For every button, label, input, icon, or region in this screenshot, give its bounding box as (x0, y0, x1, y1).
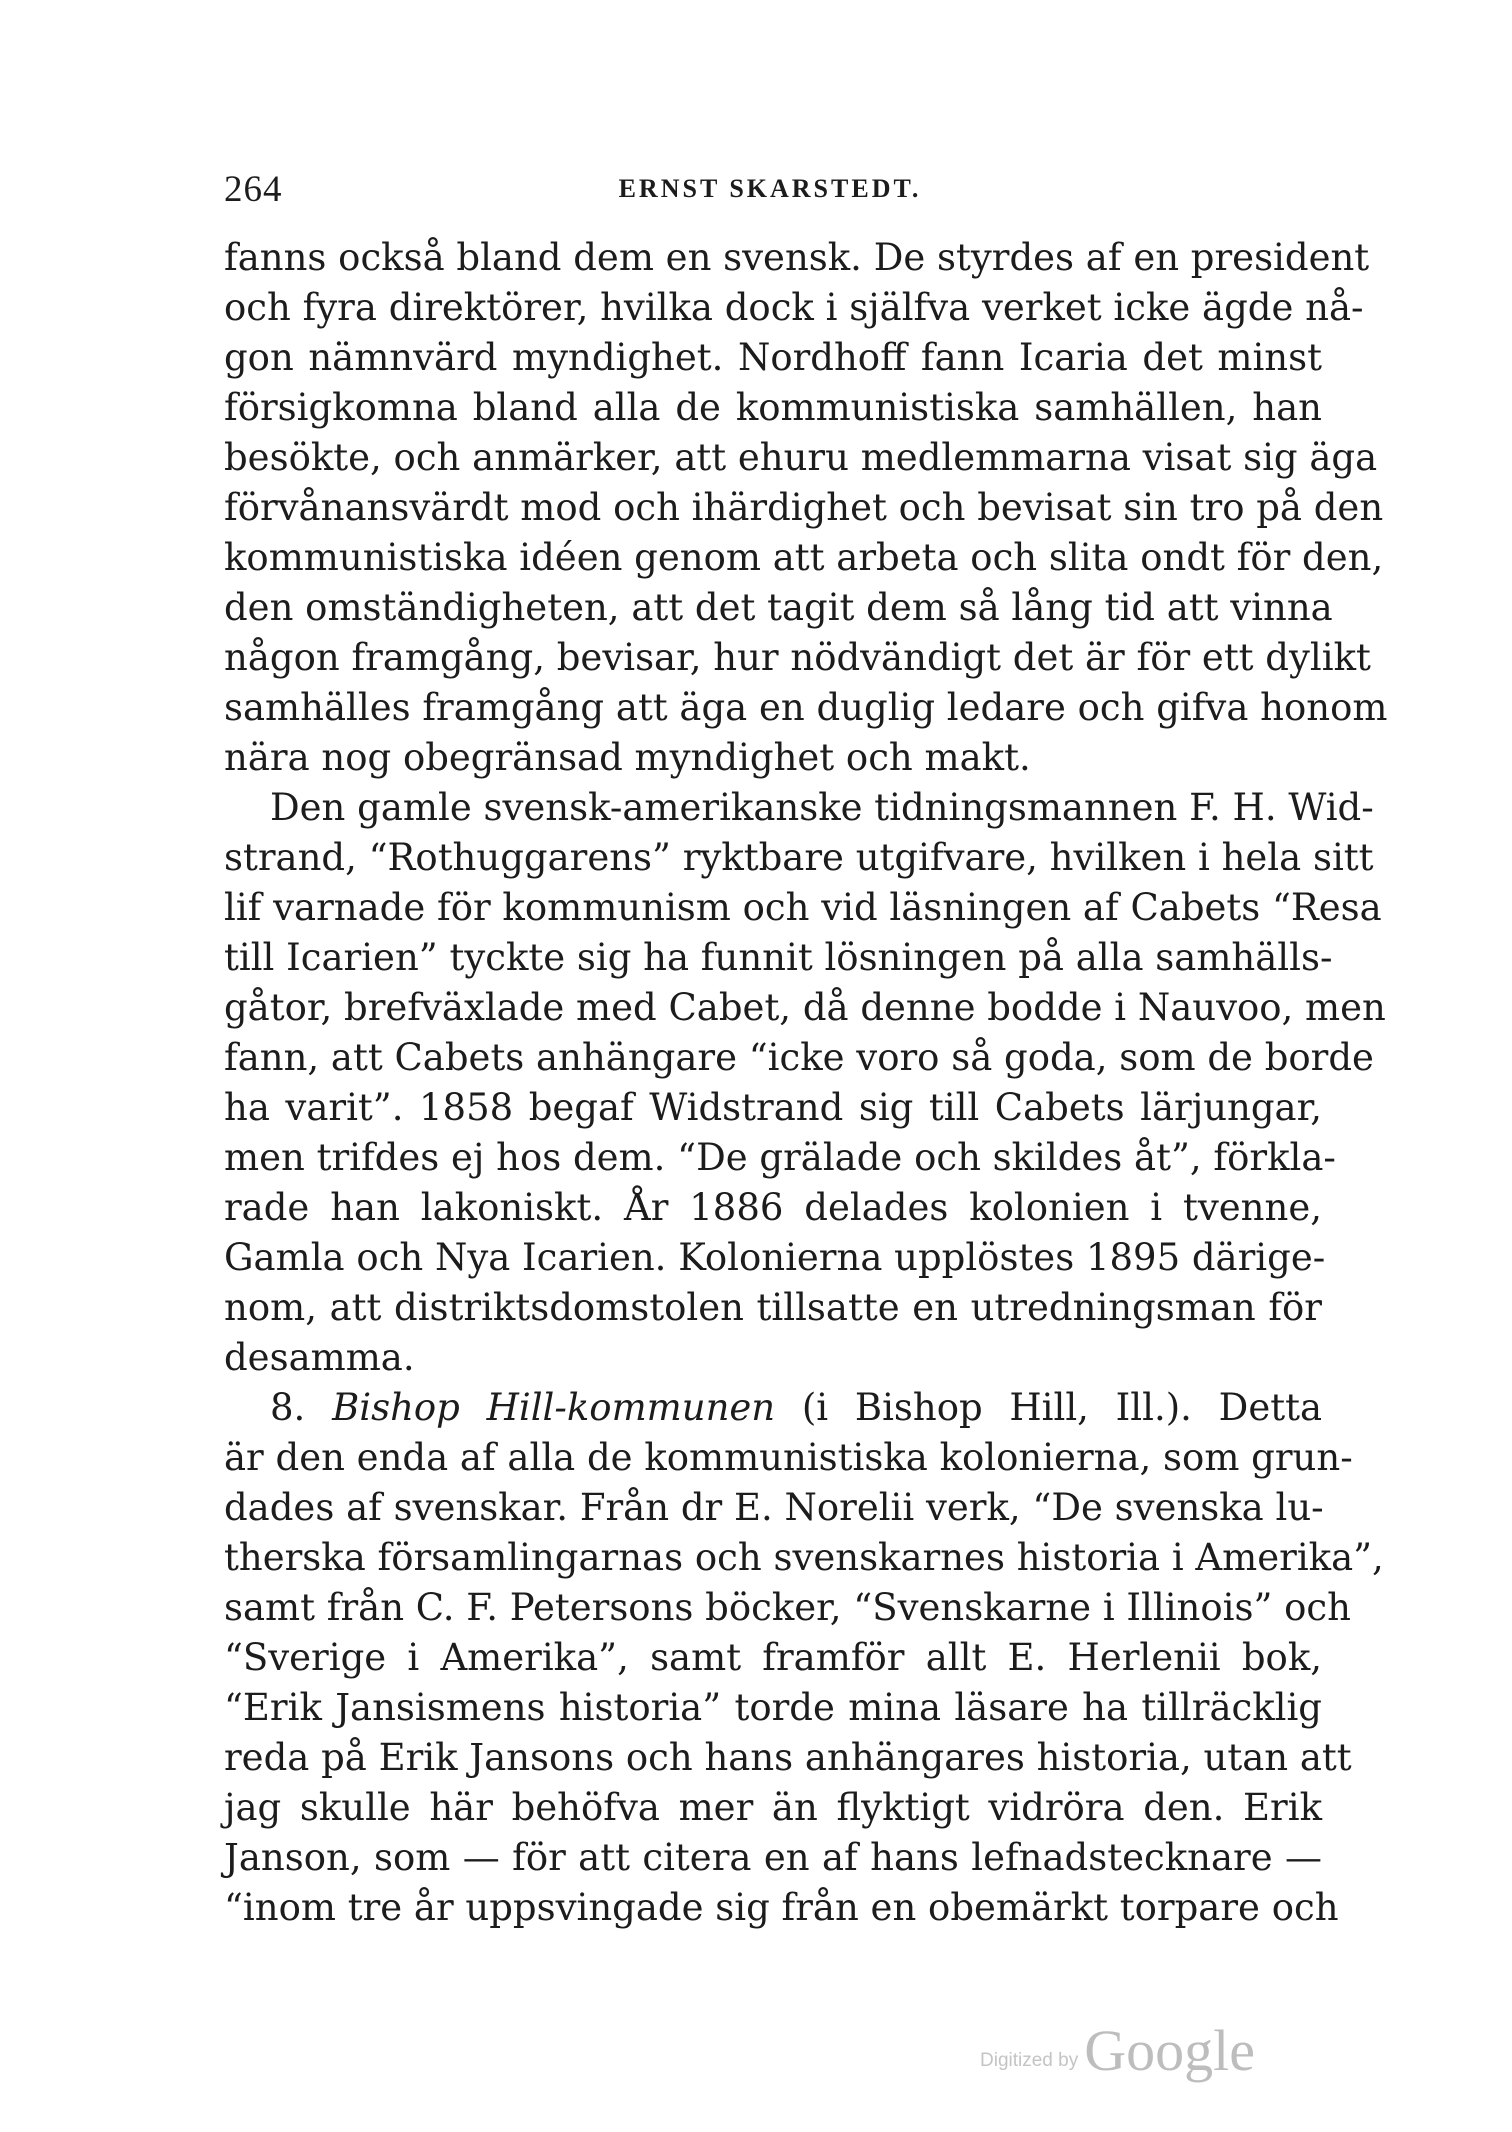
text-line: “Sverige i Amerika”, samt framför allt E. Herlenii bok, (224, 1636, 1322, 1679)
text-line: gåtor, brefväxlade med Cabet, då denne bodde i Nauvoo, men (224, 986, 1386, 1029)
text-line: desamma. (224, 1336, 415, 1379)
text-line: försigkomna bland alla de kommunistiska samhällen, han (224, 386, 1322, 429)
text-line: jag skulle här behöfva mer än flyktigt vidröra den. Erik (224, 1786, 1322, 1829)
text-line: “Erik Jansismens historia” torde mina läsare ha tillräcklig (224, 1686, 1322, 1729)
text-line: är den enda af alla de kommunistiska kolonierna, som grun- (224, 1436, 1353, 1479)
text-line: reda på Erik Jansons och hans anhängares historia, utan att (224, 1736, 1352, 1779)
page-number: 264 (224, 169, 283, 210)
running-head-text: ERNST SKARSTEDT. (618, 174, 922, 203)
text-line: till Icarien” tyckte sig ha funnit lösningen på alla samhälls- (224, 936, 1333, 979)
watermark-logo-text: Google (1084, 2018, 1255, 2083)
digitized-watermark (980, 2018, 1255, 2083)
text-line: strand, “Rothuggarens” ryktbare utgifvare, hvilken i hela sitt (224, 836, 1374, 879)
text-line: Janson, som — för att citera en af hans lefnadstecknare — (224, 1836, 1322, 1879)
section-number: 8. (270, 1386, 306, 1429)
text-line: gon nämnvärd myndighet. Nordhoff fann Icaria det minst (224, 336, 1322, 379)
body-text (224, 233, 1388, 1933)
text-line: någon framgång, bevisar, hur nödvändigt det är för ett dylikt (224, 636, 1371, 679)
text-line: therska församlingarnas och svenskarnes historia i Amerika”, (224, 1536, 1384, 1579)
text-line: nom, att distriktsdomstolen tillsatte en utredningsman för (224, 1286, 1322, 1329)
text-line: besökte, och anmärker, att ehuru medlemmarna visat sig äga (224, 436, 1378, 479)
text-line: samhälles framgång att äga en duglig ledare och gifva honom (224, 686, 1388, 729)
text-line: lif varnade för kommunism och vid läsningen af Cabets “Resa (224, 886, 1382, 929)
text-line: nära nog obegränsad myndighet och makt. (224, 736, 1031, 779)
text-line: rade han lakoniskt. År 1886 delades kolonien i tvenne, (224, 1186, 1322, 1229)
text-line: förvånansvärdt mod och ihärdighet och bevisat sin tro på den (224, 486, 1384, 529)
text-line: kommunistiska idéen genom att arbeta och slita ondt för den, (224, 536, 1384, 579)
text-line: fann, att Cabets anhängare “icke voro så goda, som de borde (224, 1036, 1374, 1079)
section-heading-line (224, 1383, 1322, 1433)
text-line: fanns också bland dem en svensk. De styrdes af en president (224, 236, 1370, 279)
text-line: Den gamle svensk-amerikanske tidningsmannen F. H. Wid- (270, 786, 1374, 829)
watermark-small-text: Digitized by (980, 2050, 1079, 2071)
text-line: “inom tre år uppsvingade sig från en obemärkt torpare och (224, 1886, 1339, 1929)
text-line: den omständigheten, att det tagit dem så lång tid att vinna (224, 586, 1333, 629)
section-title: Bishop Hill-kommunen (332, 1386, 776, 1429)
text-line: och fyra direktörer, hvilka dock i själfva verket icke ägde nå- (224, 286, 1364, 329)
text-line: ha varit”. 1858 begaf Widstrand sig till Cabets lärjungar, (224, 1086, 1322, 1129)
text-line: (i Bishop Hill, Ill.). Detta (801, 1386, 1323, 1429)
text-line: Gamla och Nya Icarien. Kolonierna upplöstes 1895 därige- (224, 1236, 1326, 1279)
text-line: men trifdes ej hos dem. “De grälade och skildes åt”, förkla- (224, 1136, 1336, 1179)
text-line: samt från C. F. Petersons böcker, “Svenskarne i Illinois” och (224, 1586, 1351, 1629)
running-head (0, 174, 1512, 204)
text-line: dades af svenskar. Från dr E. Norelii verk, “De svenska lu- (224, 1486, 1324, 1529)
